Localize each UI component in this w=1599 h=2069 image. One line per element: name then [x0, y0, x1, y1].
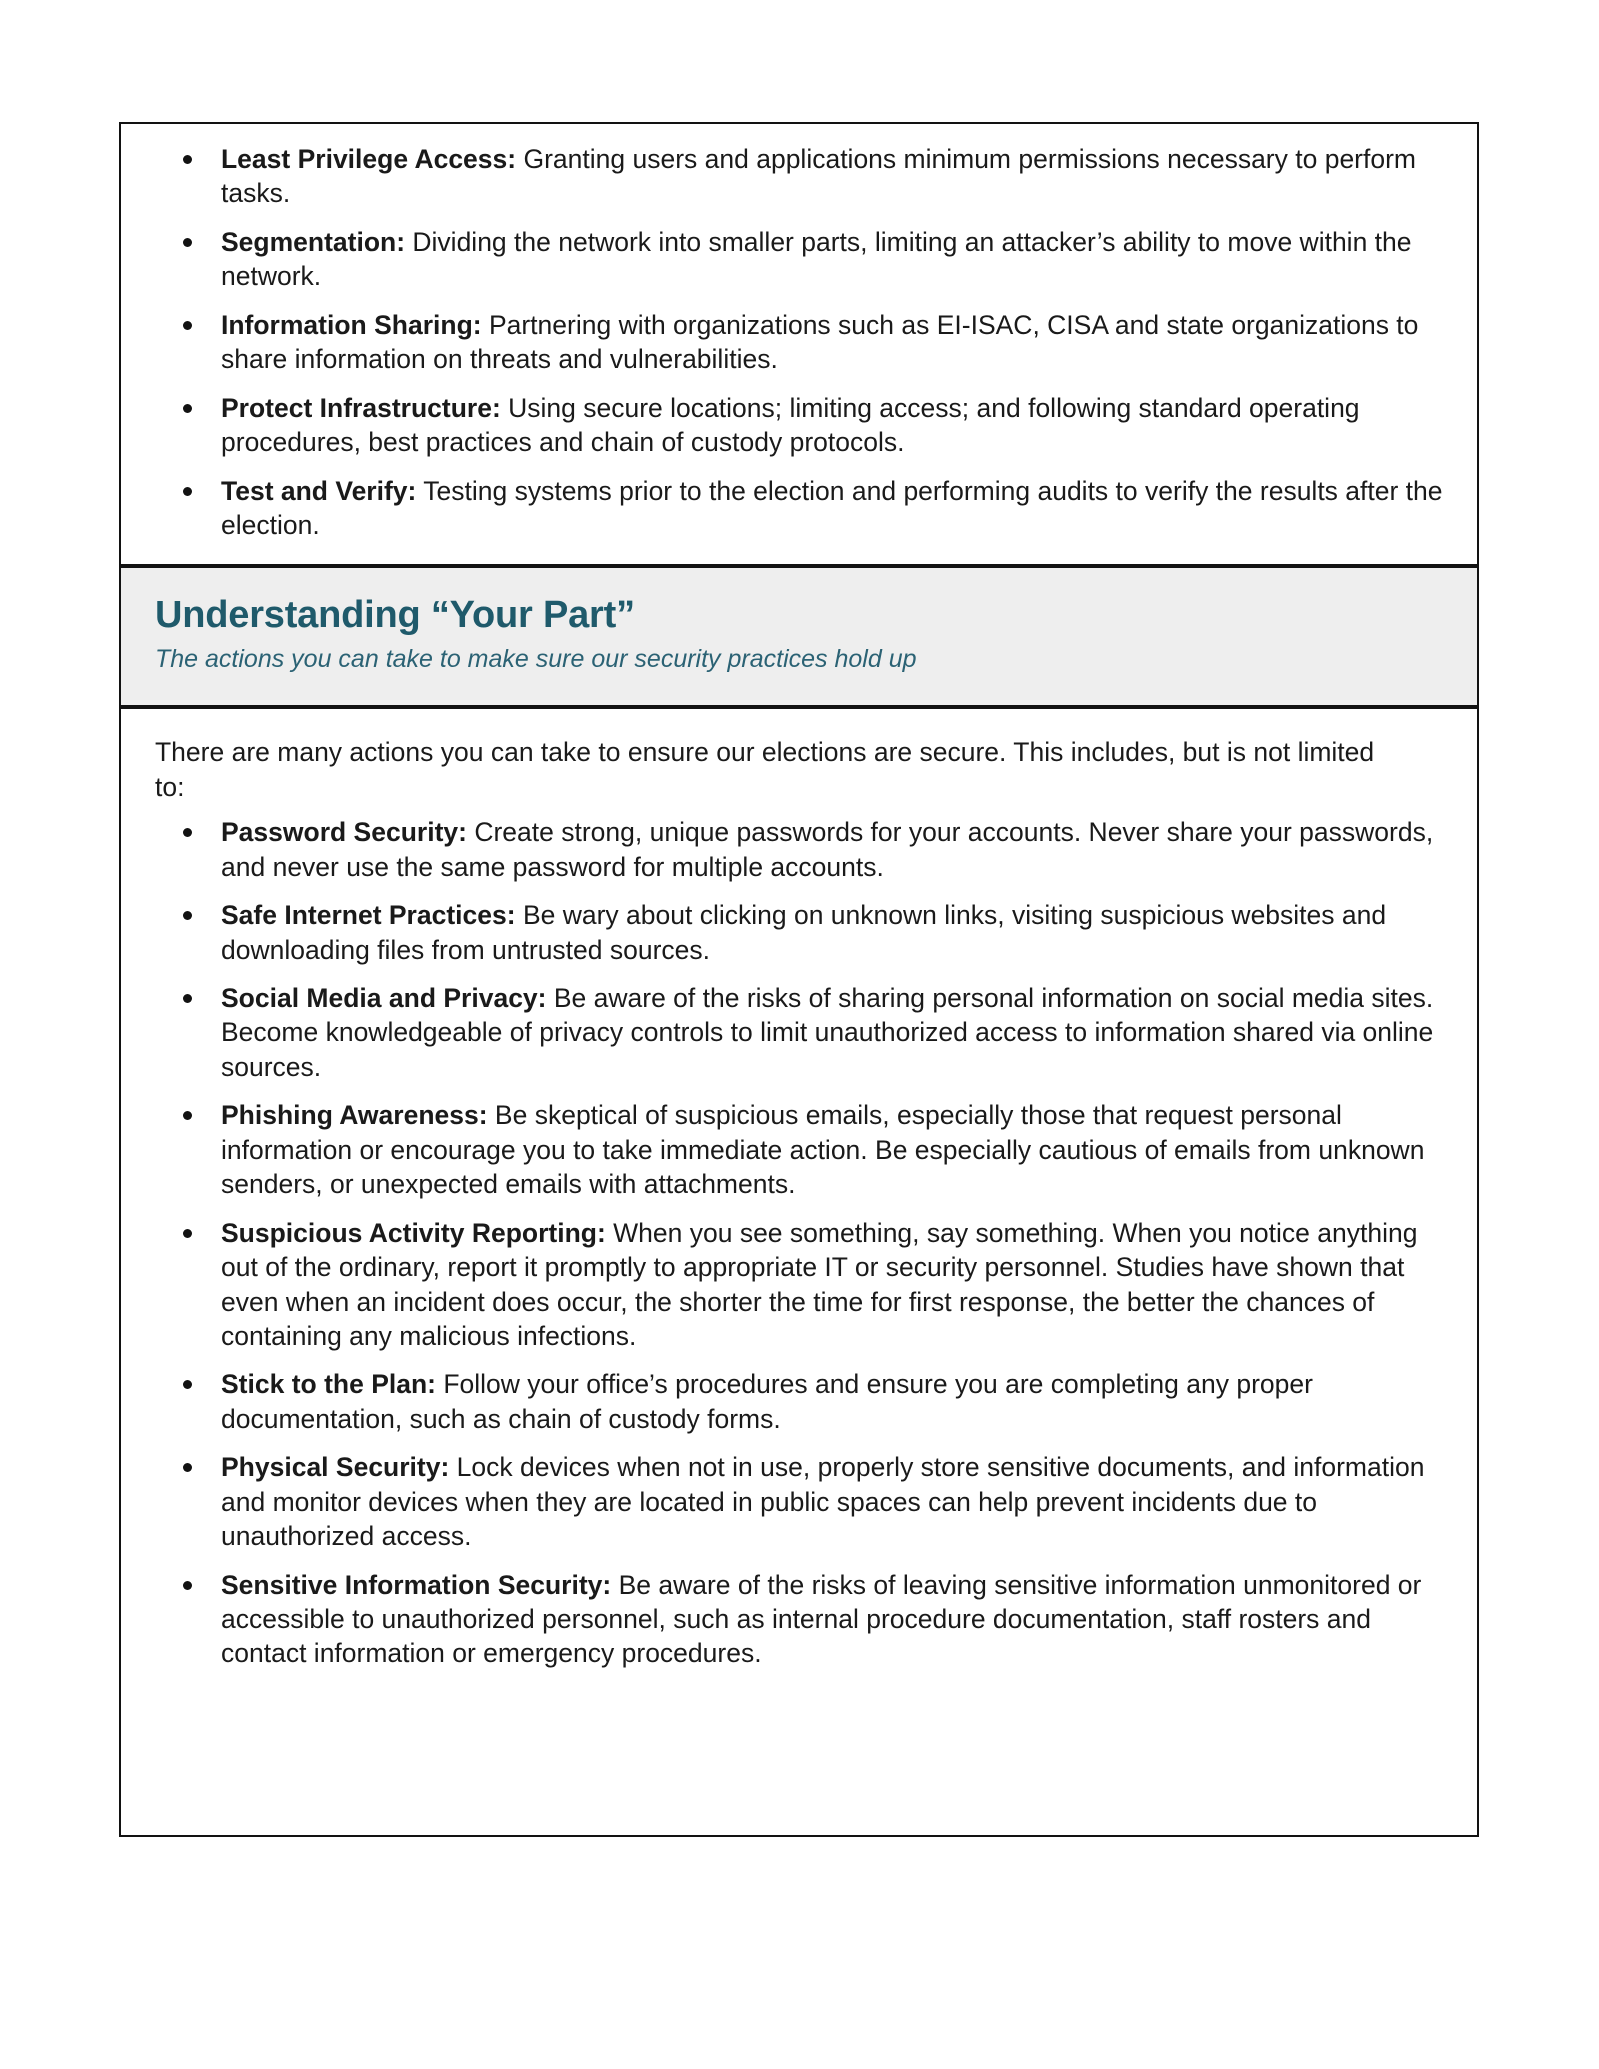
list-item-term: Test and Verify: [221, 475, 417, 506]
list-item [155, 1367, 1443, 1436]
list-item-text: When you see something, say something. When you notice anything out of the ordinary, report it promptly to appropriate IT or security personnel. Studies have shown that even when an incident does occur, the shorter the time for first response, the better the chances of containing any malicious infections. [221, 1217, 1418, 1351]
list-item-text: Using secure locations; limiting access; and following standard operating procedures, best practices and chain of custody protocols. [221, 392, 1360, 458]
list-item [155, 1098, 1443, 1201]
list-item-term: Social Media and Privacy: [221, 983, 547, 1013]
list-item-text: Dividing the network into smaller parts, limiting an attacker’s ability to move within the network. [221, 226, 1412, 292]
list-item-term: Password Security: [221, 817, 467, 848]
list-item-term: Information Sharing: [221, 309, 482, 340]
list-item [155, 898, 1443, 967]
list-item [155, 815, 1443, 884]
list-item [155, 308, 1443, 377]
list-item-text: Granting users and applications minimum permissions necessary to perform tasks. [221, 144, 1417, 209]
list-item-term: Phishing Awareness: [221, 1100, 488, 1131]
list-item-text: Lock devices when not in use, properly store sensitive documents, and information and monitor devices when they are located in public spaces can help prevent incidents due to unauthorized access. [221, 1452, 1425, 1552]
list-item-term: Safe Internet Practices: [221, 900, 516, 931]
section-subheading: The actions you can take to make sure our security practices hold up [155, 645, 917, 674]
section-heading: Understanding “Your Part” [155, 594, 635, 637]
list-item-text: Partnering with organizations such as EI-ISAC, CISA and state organizations to share information on threats and vulnerabilities. [221, 309, 1419, 375]
list-item [155, 225, 1443, 294]
section-banner [119, 566, 1479, 707]
bullet-icon [183, 994, 192, 1003]
bullet-icon [183, 911, 192, 920]
list-item-text: Be aware of the risks of leaving sensitive information unmonitored or accessible to unauthorized personnel, such as internal procedure documentation, staff rosters and contact information or emergency procedures. [221, 1569, 1422, 1669]
bullet-icon [183, 828, 192, 837]
list-item-term: Protect Infrastructure: [221, 392, 501, 423]
intro-paragraph: There are many actions you can take to ensure our elections are secure. This includes, but is not limited to: [155, 737, 1375, 803]
list-item [155, 474, 1443, 543]
list-item-text: Testing systems prior to the election and performing audits to verify the results after the election. [221, 475, 1443, 540]
list-item [155, 1568, 1443, 1671]
bullet-icon [183, 321, 192, 330]
list-item-text: Create strong, unique passwords for your accounts. Never share your passwords, and never use the same password for multiple accounts. [221, 817, 1434, 882]
bullet-icon [183, 1380, 192, 1389]
list-item-term: Suspicious Activity Reporting: [221, 1217, 606, 1248]
bullet-icon [183, 404, 192, 413]
bullet-icon [183, 487, 192, 496]
list-item-text: Be skeptical of suspicious emails, especially those that request personal information or encourage you to take immediate action. Be especially cautious of emails from unknown senders, or unexpected emails with attachments. [221, 1100, 1425, 1200]
document-frame [119, 122, 1479, 1837]
bullet-icon [183, 238, 192, 247]
list-item-text: Be wary about clicking on unknown links, visiting suspicious websites and downloading files from untrusted sources. [221, 900, 1387, 965]
bullet-icon [183, 1581, 192, 1590]
list-item-term: Stick to the Plan: [221, 1369, 436, 1400]
list-item-text: Be aware of the risks of sharing personal information on social media sites. Become knowledgeable of privacy controls to limit unauthorized access to information shared via online sources. [221, 983, 1434, 1082]
bullet-icon [183, 1111, 192, 1120]
your-part-list [155, 815, 1443, 1671]
list-item-term: Segmentation: [221, 226, 406, 257]
list-item-text: Follow your office’s procedures and ensure you are completing any proper documentation, such as chain of custody forms. [221, 1369, 1313, 1434]
list-item-term: Sensitive Information Security: [221, 1569, 612, 1600]
bullet-icon [183, 155, 192, 164]
list-item-term: Physical Security: [221, 1452, 450, 1483]
security-practices-section [119, 122, 1479, 566]
list-item [155, 142, 1443, 211]
list-item [155, 391, 1443, 460]
list-item-term: Least Privilege Access: [221, 144, 517, 174]
list-item [155, 1216, 1443, 1354]
bullet-icon [183, 1229, 192, 1238]
security-practices-list [155, 142, 1443, 542]
bullet-icon [183, 1463, 192, 1472]
your-part-section [119, 707, 1479, 1837]
list-item [155, 981, 1443, 1084]
list-item [155, 1450, 1443, 1553]
